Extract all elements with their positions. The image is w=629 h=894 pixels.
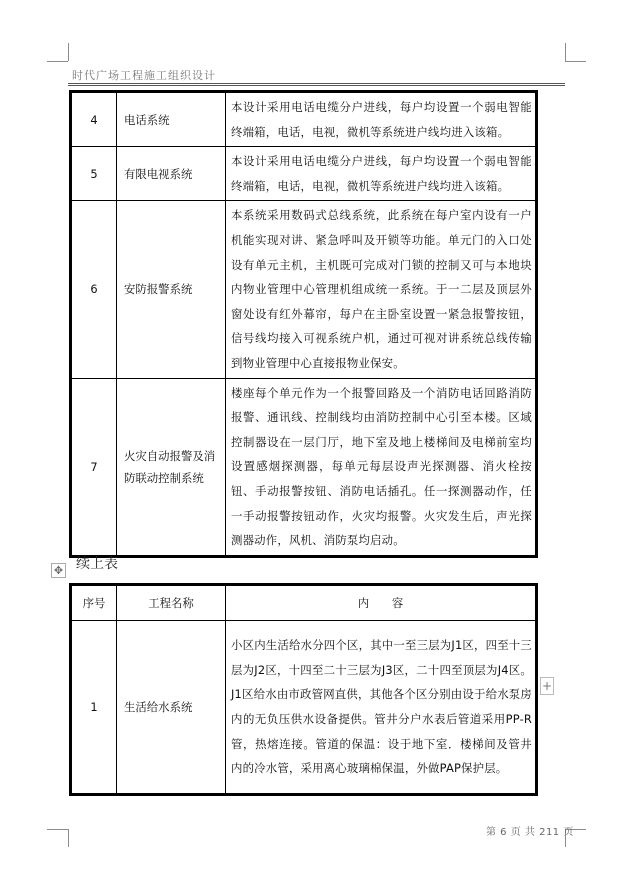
page-number: 第 6 页 共 211 页	[486, 827, 574, 838]
page-header-title: 时代广场工程施工组织设计	[72, 69, 216, 82]
table-row	[71, 621, 537, 795]
row-number: 4	[71, 92, 117, 147]
row-number: 5	[71, 147, 117, 201]
system-name: 有限电视系统	[117, 147, 226, 201]
system-description: 楼座每个单元作为一个报警回路及一个消防电话回路消防报警、通讯线、控制线均由消防控制中心引至本楼。区域控制器设在一层门厅，地下室及地上楼梯间及电梯前室均设置感烟探测器，每单元每层设声光探测器、消火栓按钮、手动报警按钮、消防电话插孔。任一探测器动作，任一手动报警按钮动作，火灾均报警。火灾发生后，声光探测器动作，风机、消防泵均启动。	[226, 378, 537, 556]
continued-table-label: 续上表	[76, 556, 118, 572]
system-description: 小区内生活给水分四个区，其中一至三层为J1区，四至十三层为J2区，十四至二十三层为J3区，二十四至顶层为J4区。J1区给水由市政管网直供，其他各个区分别由设于给水泵房内的无负压供水设备提供。管井分户水表后管道采用PP-R管，热熔连接。管道的保温：设于地下室．楼梯间及管井内的冷水管，采用离心玻璃棉保温，外做PAP保护层。	[226, 621, 537, 795]
header-divider	[68, 83, 565, 84]
table-header-row	[71, 585, 537, 621]
crop-mark	[68, 829, 69, 847]
table-row	[71, 201, 537, 378]
system-description: 本设计采用电话电缆分户进线，每户均设置一个弱电智能终端箱，电话，电视，微机等系统进户线均进入该箱。	[226, 147, 537, 201]
row-number: 7	[71, 378, 117, 556]
add-column-icon[interactable]: +	[541, 679, 553, 693]
system-name: 电话系统	[117, 92, 226, 147]
header-name: 工程名称	[117, 585, 226, 621]
table-move-handle-icon[interactable]: ✥	[51, 563, 66, 578]
crop-mark	[47, 829, 68, 830]
system-name: 火灾自动报警及消防联动控制系统	[117, 378, 226, 556]
crop-mark	[565, 43, 566, 61]
header-content: 内 容	[226, 585, 537, 621]
crop-mark	[68, 43, 69, 61]
row-number: 1	[71, 621, 117, 795]
table-row	[71, 147, 537, 201]
crop-mark	[565, 61, 586, 62]
header-divider	[68, 85, 565, 86]
table-row	[71, 378, 537, 556]
systems-table	[69, 90, 538, 558]
system-name: 安防报警系统	[117, 201, 226, 378]
header-number: 序号	[71, 585, 117, 621]
crop-mark	[47, 61, 68, 62]
system-name: 生活给水系统	[117, 621, 226, 795]
water-supply-table	[69, 583, 538, 796]
system-description: 本系统采用数码式总线系统，此系统在每户室内设有一户机能实现对讲、紧急呼叫及开锁等功能。单元门的入口处设有单元主机，主机既可完成对门锁的控制又可与本地块内物业管理中心管理机组成统一系统。于一二层及顶层外窗处设有红外幕帘，每户在主卧室设置一紧急报警按钮，信号线均接入可视系统户机，通过可视对讲系统总线传输到物业管理中心直接报物业保安。	[226, 201, 537, 378]
row-number: 6	[71, 201, 117, 378]
table-row	[71, 92, 537, 147]
system-description: 本设计采用电话电缆分户进线，每户均设置一个弱电智能终端箱，电话，电视，微机等系统进户线均进入该箱。	[226, 92, 537, 147]
